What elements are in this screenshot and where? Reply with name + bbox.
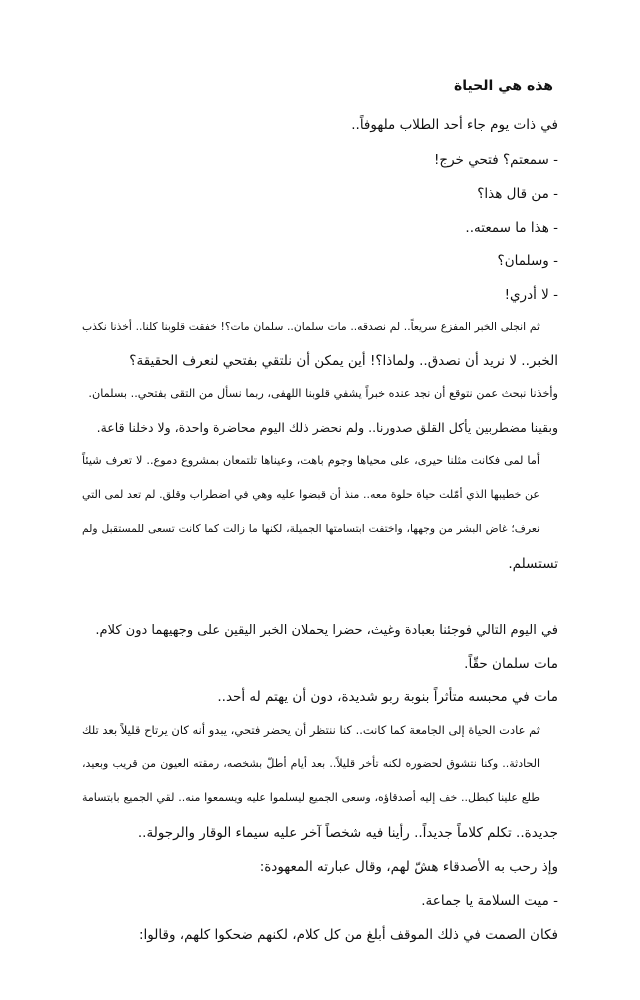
paragraph-line: في اليوم التالي فوجئنا بعبادة وغيث، حضرا يحملان الخبر اليقين على وجهيهما دون كلام. <box>95 623 558 638</box>
paragraph-line: - وسلمان؟ <box>497 253 558 269</box>
paragraph-line: الحادثة.. وكنا نتشوق لحضوره لكنه تأخر قليلاً.. بعد أيام أطلّ بشخصه، رمقته العيون من قريب وبعيد، <box>82 757 540 770</box>
paragraph-line: مات في محبسه متأثراً بنوبة ربو شديدة، دون أن يهتم له أحد.. <box>217 689 558 705</box>
paragraph-line: ثم انجلى الخبر المفزع سريعاً.. لم نصدقه.. مات سلمان.. سلمان مات؟! خفقت قلوبنا كلنا.. أخذنا نكذب <box>82 320 540 333</box>
paragraph-line: - سمعتم؟ فتحي خرج! <box>433 152 558 168</box>
paragraph-line: تستسلم. <box>508 556 558 572</box>
paragraph-line: طلع علينا كبطل.. خف إليه أصدقاؤه، وسعى الجميع ليسلموا عليه ويسمعوا منه.. لقي الجميع بابتسامة <box>82 791 540 804</box>
paragraph-line: عن خطيبها الذي أمّلت حياة حلوة معه.. منذ أن قبضوا عليه وهي في اضطراب وقلق. لم تعد لمى التي <box>82 488 540 501</box>
paragraph-line: وإذ رحب به الأصدقاء هشّ لهم، وقال عبارته المعهودة: <box>259 859 558 875</box>
paragraph-line: فكان الصمت في ذلك الموقف أبلغ من كل كلام، لكنهم ضحكوا كلهم، وقالوا: <box>138 927 558 943</box>
paragraph-line: الخبر.. لا نريد أن نصدق.. ولماذا؟! أين يمكن أن نلتقي بفتحي لنعرف الحقيقة؟ <box>129 353 558 369</box>
paragraph-line: أما لمى فكانت مثلنا حيرى، على محياها وجوم باهت، وعيناها تلتمعان بمشروع دموع.. لا تعرف شيئاً <box>82 454 540 467</box>
paragraph-line: - من قال هذا؟ <box>477 186 558 202</box>
paragraph-line: وبقينا مضطربين يأكل القلق صدورنا.. ولم نحضر ذلك اليوم محاضرة واحدة، ولا دخلنا قاعة. <box>96 420 558 435</box>
paragraph-line: نعرف؛ غاض البشر من وجهها، واختفت ابتسامتها الجميلة، لكنها ما زالت كما كانت تسعى للمستقبل ولم <box>82 522 540 535</box>
paragraph-line: ثم عادت الحياة إلى الجامعة كما كانت.. كنا ننتظر أن يحضر فتحي، يبدو أنه كان يرتاح قليلاً بعد تلك <box>82 723 540 737</box>
document-title: هذه هي الحياة <box>453 78 553 94</box>
paragraph-line: - لا أدري! <box>504 287 558 303</box>
paragraph-line: مات سلمان حقّاً. <box>464 656 558 672</box>
paragraph-line: جديدة.. تكلم كلاماً جديداً.. رأينا فيه شخصاً آخر عليه سيماء الوقار والرجولة.. <box>137 825 558 841</box>
paragraph-line: - ميت السلامة يا جماعة. <box>421 893 558 909</box>
paragraph-line: في ذات يوم جاء أحد الطلاب ملهوفاً.. <box>351 117 558 133</box>
paragraph-line: وأخذنا نبحث عمن نتوقع أن نجد عنده خبراً يشفي قلوبنا اللهفى، ربما نسأل من التقى بفتحي.. بسلمان. <box>88 387 558 400</box>
paragraph-line: - هذا ما سمعته.. <box>465 220 558 236</box>
